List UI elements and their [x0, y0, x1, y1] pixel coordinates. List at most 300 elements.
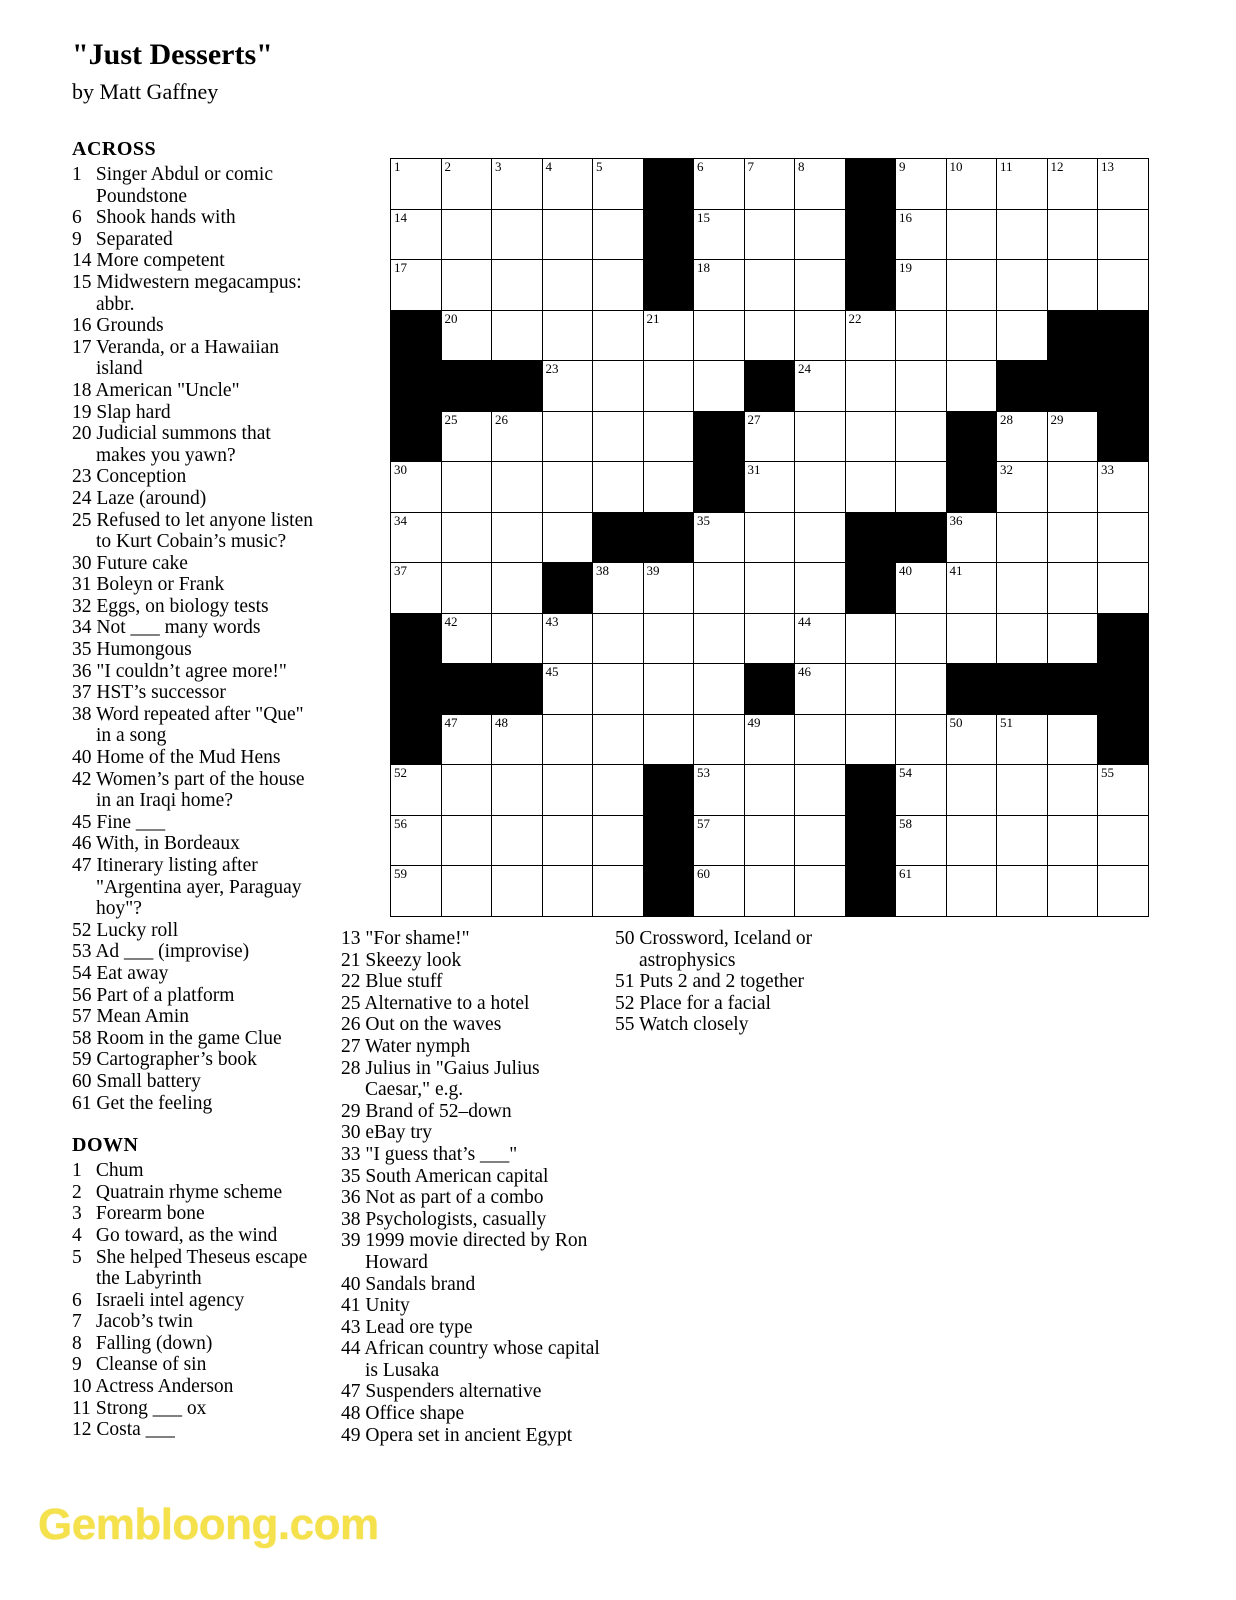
grid-cell[interactable] — [744, 866, 795, 917]
grid-cell[interactable] — [391, 563, 442, 614]
grid-cell[interactable] — [1047, 866, 1098, 917]
grid-cell[interactable] — [441, 563, 492, 614]
grid-cell[interactable] — [795, 462, 846, 513]
grid-cell[interactable] — [1098, 815, 1149, 866]
grid-cell[interactable] — [795, 815, 846, 866]
grid-cell[interactable] — [694, 866, 745, 917]
grid-cell[interactable] — [946, 815, 997, 866]
grid-cell[interactable] — [694, 361, 745, 412]
grid-cell[interactable] — [744, 260, 795, 311]
clue-item — [72, 1376, 322, 1398]
clue-number: 39 — [341, 1230, 361, 1252]
grid-cell[interactable] — [593, 209, 644, 260]
grid-cell[interactable] — [643, 361, 694, 412]
clue-number: 30 — [72, 552, 92, 574]
grid-cell-number: 49 — [747, 714, 761, 730]
grid-cell[interactable] — [391, 260, 442, 311]
grid-cell[interactable] — [744, 613, 795, 664]
clue-text: Slap hard — [96, 401, 171, 423]
grid-cell-number: 20 — [444, 310, 458, 326]
grid-cell[interactable] — [795, 664, 846, 715]
grid-cell[interactable] — [795, 714, 846, 765]
grid-cell[interactable] — [694, 815, 745, 866]
clues-column-right — [615, 928, 865, 1036]
grid-cell[interactable] — [441, 411, 492, 462]
grid-row — [391, 361, 1149, 412]
clue-text: Women’s part of the house in an Iraqi home? — [96, 768, 305, 812]
grid-cell[interactable] — [1047, 411, 1098, 462]
grid-cell[interactable] — [744, 815, 795, 866]
grid-cell[interactable] — [997, 260, 1048, 311]
clue-number: 21 — [341, 949, 361, 971]
grid-cell[interactable] — [694, 664, 745, 715]
clue-text: Watch closely — [639, 1014, 749, 1036]
grid-cell[interactable] — [593, 714, 644, 765]
grid-cell-block — [1098, 310, 1149, 361]
grid-cell[interactable] — [1047, 462, 1098, 513]
grid-cell-number: 60 — [697, 866, 710, 881]
grid-cell[interactable] — [896, 765, 947, 816]
grid-cell[interactable] — [643, 462, 694, 513]
grid-cell-block — [845, 209, 896, 260]
grid-cell[interactable] — [441, 765, 492, 816]
grid-cell-number: 5 — [596, 159, 603, 174]
grid-cell[interactable] — [1047, 159, 1098, 210]
clue-number: 5 — [72, 1246, 82, 1268]
clue-text: Place for a facial — [639, 992, 771, 1014]
grid-cell[interactable] — [896, 411, 947, 462]
clue-item — [72, 1354, 322, 1376]
grid-cell[interactable] — [795, 411, 846, 462]
grid-cell-number: 3 — [495, 159, 502, 174]
grid-cell[interactable] — [744, 563, 795, 614]
clue-text: Falling (down) — [95, 1332, 213, 1354]
grid-cell[interactable] — [593, 361, 644, 412]
grid-cell[interactable] — [997, 714, 1048, 765]
grid-cell[interactable] — [997, 411, 1048, 462]
grid-cell[interactable] — [542, 411, 593, 462]
grid-cell[interactable] — [441, 260, 492, 311]
grid-cell[interactable] — [542, 765, 593, 816]
clue-text: Singer Abdul or comic Poundstone — [95, 164, 273, 207]
grid-cell[interactable] — [845, 411, 896, 462]
clue-number: 10 — [72, 1376, 92, 1398]
down-clue-list-part1 — [72, 1160, 322, 1441]
grid-cell[interactable] — [1098, 260, 1149, 311]
grid-cell[interactable] — [946, 260, 997, 311]
grid-cell[interactable] — [1098, 765, 1149, 816]
grid-cell-block — [946, 411, 997, 462]
crossword-grid-table[interactable] — [390, 158, 1149, 917]
clue-number: 41 — [341, 1295, 361, 1317]
clue-number: 51 — [615, 971, 635, 993]
clue-number: 4 — [72, 1224, 82, 1246]
grid-row — [391, 664, 1149, 715]
grid-cell[interactable] — [593, 159, 644, 210]
clue-text: Actress Anderson — [95, 1376, 234, 1398]
grid-cell[interactable] — [643, 411, 694, 462]
grid-cell[interactable] — [542, 159, 593, 210]
grid-cell[interactable] — [845, 613, 896, 664]
grid-cell-block — [441, 664, 492, 715]
grid-cell-number: 10 — [949, 159, 963, 174]
grid-cell-number: 42 — [444, 613, 458, 629]
grid-cell[interactable] — [542, 462, 593, 513]
grid-cell[interactable] — [744, 159, 795, 210]
grid-cell[interactable] — [492, 563, 543, 614]
grid-cell-block — [391, 613, 442, 664]
clue-item — [72, 1311, 322, 1333]
clue-item — [72, 1160, 322, 1182]
grid-cell[interactable] — [997, 866, 1048, 917]
clue-text: "For shame!" — [365, 928, 470, 949]
grid-cell-block — [643, 512, 694, 563]
clue-number: 58 — [72, 1027, 92, 1049]
grid-cell-number: 16 — [899, 209, 912, 225]
grid-cell[interactable] — [391, 512, 442, 563]
clue-item — [72, 704, 322, 747]
clue-item — [72, 812, 322, 834]
grid-cell[interactable] — [441, 512, 492, 563]
grid-cell[interactable] — [946, 361, 997, 412]
grid-cell[interactable] — [845, 664, 896, 715]
grid-cell[interactable] — [896, 310, 947, 361]
grid-cell[interactable] — [694, 765, 745, 816]
grid-cell[interactable] — [946, 765, 997, 816]
clue-text: African country whose capital is Lusaka — [364, 1338, 600, 1381]
grid-cell-block — [845, 866, 896, 917]
grid-cell[interactable] — [1047, 613, 1098, 664]
grid-cell[interactable] — [997, 512, 1048, 563]
grid-cell-number: 15 — [697, 209, 710, 225]
grid-cell[interactable] — [593, 815, 644, 866]
grid-cell[interactable] — [845, 310, 896, 361]
clue-text: Crossword, Iceland or astrophysics — [639, 928, 813, 971]
clue-text: Go toward, as the wind — [95, 1224, 278, 1246]
grid-cell[interactable] — [744, 512, 795, 563]
clue-number: 36 — [72, 660, 92, 682]
grid-cell-number: 22 — [848, 310, 862, 326]
grid-cell[interactable] — [997, 159, 1048, 210]
grid-cell-number: 52 — [394, 765, 407, 780]
grid-cell[interactable] — [845, 361, 896, 412]
grid-cell[interactable] — [593, 613, 644, 664]
grid-cell[interactable] — [795, 209, 846, 260]
grid-cell[interactable] — [946, 714, 997, 765]
grid-cell[interactable] — [1098, 462, 1149, 513]
grid-cell[interactable] — [643, 310, 694, 361]
grid-cell[interactable] — [744, 411, 795, 462]
grid-cell-number: 28 — [1000, 411, 1013, 427]
grid-cell[interactable] — [492, 411, 543, 462]
grid-cell[interactable] — [1098, 512, 1149, 563]
grid-cell[interactable] — [542, 310, 593, 361]
grid-cell[interactable] — [542, 209, 593, 260]
grid-cell[interactable] — [997, 462, 1048, 513]
clue-text: Forearm bone — [95, 1203, 205, 1225]
grid-cell[interactable] — [441, 159, 492, 210]
clue-item — [72, 639, 322, 661]
grid-cell[interactable] — [441, 815, 492, 866]
grid-cell[interactable] — [845, 462, 896, 513]
grid-cell[interactable] — [593, 260, 644, 311]
clue-number: 15 — [72, 271, 92, 293]
grid-cell[interactable] — [946, 159, 997, 210]
grid-cell[interactable] — [441, 613, 492, 664]
grid-cell[interactable] — [694, 260, 745, 311]
grid-cell[interactable] — [1098, 159, 1149, 210]
grid-cell-block — [492, 361, 543, 412]
grid-cell[interactable] — [391, 866, 442, 917]
clue-text: Future cake — [96, 552, 188, 574]
clue-item — [72, 423, 322, 466]
clue-item — [72, 985, 322, 1007]
clue-text: 1999 movie directed by Ron Howard — [365, 1230, 588, 1273]
clue-number: 24 — [72, 487, 92, 509]
grid-cell[interactable] — [542, 815, 593, 866]
grid-cell-block — [1098, 361, 1149, 412]
grid-cell[interactable] — [795, 613, 846, 664]
grid-cell[interactable] — [492, 159, 543, 210]
grid-cell[interactable] — [896, 209, 947, 260]
grid-cell[interactable] — [896, 613, 947, 664]
grid-cell[interactable] — [694, 613, 745, 664]
grid-cell-number: 51 — [1000, 714, 1013, 730]
grid-cell[interactable] — [795, 159, 846, 210]
grid-cell[interactable] — [795, 361, 846, 412]
grid-cell[interactable] — [593, 765, 644, 816]
grid-cell[interactable] — [694, 512, 745, 563]
clue-number: 49 — [341, 1424, 361, 1446]
grid-cell[interactable] — [1047, 765, 1098, 816]
grid-cell[interactable] — [1098, 209, 1149, 260]
grid-cell[interactable] — [997, 209, 1048, 260]
grid-cell[interactable] — [1047, 209, 1098, 260]
grid-cell[interactable] — [997, 765, 1048, 816]
clue-text: Get the feeling — [96, 1092, 213, 1114]
grid-cell[interactable] — [795, 310, 846, 361]
clue-text: Quatrain rhyme scheme — [95, 1181, 283, 1203]
clue-item — [615, 971, 865, 993]
grid-cell-number: 36 — [949, 512, 963, 528]
grid-cell[interactable] — [946, 310, 997, 361]
grid-cell-block — [643, 866, 694, 917]
grid-cell[interactable] — [694, 310, 745, 361]
grid-cell[interactable] — [1047, 260, 1098, 311]
grid-cell[interactable] — [391, 815, 442, 866]
grid-cell[interactable] — [593, 411, 644, 462]
grid-cell-number: 54 — [899, 765, 912, 780]
grid-cell[interactable] — [492, 512, 543, 563]
grid-cell[interactable] — [441, 714, 492, 765]
clue-text: Not ___ many words — [96, 617, 261, 639]
grid-cell[interactable] — [542, 714, 593, 765]
grid-cell[interactable] — [492, 310, 543, 361]
grid-cell[interactable] — [1047, 563, 1098, 614]
clue-number: 26 — [341, 1014, 361, 1036]
clue-number: 9 — [72, 228, 82, 250]
grid-cell[interactable] — [492, 714, 543, 765]
grid-cell-number: 45 — [545, 664, 559, 679]
grid-cell[interactable] — [694, 563, 745, 614]
page-title: "Just Desserts" — [72, 38, 273, 71]
clue-item — [72, 747, 322, 769]
grid-cell[interactable] — [441, 310, 492, 361]
grid-cell[interactable] — [694, 209, 745, 260]
grid-cell[interactable] — [946, 563, 997, 614]
clue-text: "I guess that’s ___" — [365, 1143, 518, 1165]
grid-cell[interactable] — [744, 209, 795, 260]
grid-row — [391, 209, 1149, 260]
grid-row — [391, 310, 1149, 361]
clue-text: With, in Bordeaux — [96, 833, 240, 855]
grid-cell[interactable] — [795, 563, 846, 614]
grid-cell[interactable] — [795, 512, 846, 563]
clue-text: Mean Amin — [96, 1006, 189, 1028]
grid-cell[interactable] — [391, 462, 442, 513]
grid-cell[interactable] — [795, 866, 846, 917]
grid-cell[interactable] — [896, 866, 947, 917]
clue-text: Grounds — [96, 315, 164, 337]
grid-row — [391, 462, 1149, 513]
grid-cell[interactable] — [946, 613, 997, 664]
grid-cell[interactable] — [997, 310, 1048, 361]
clue-text: Eggs, on biology tests — [96, 595, 269, 617]
clue-item — [341, 1122, 603, 1144]
grid-cell[interactable] — [694, 159, 745, 210]
grid-cell[interactable] — [441, 866, 492, 917]
grid-cell-block — [896, 512, 947, 563]
clue-item — [72, 1093, 322, 1115]
grid-row — [391, 159, 1149, 210]
grid-cell[interactable] — [492, 866, 543, 917]
grid-cell-number: 17 — [394, 260, 407, 275]
clue-item — [341, 1274, 603, 1296]
grid-cell[interactable] — [542, 664, 593, 715]
grid-cell-number: 59 — [394, 866, 407, 881]
grid-cell-number: 41 — [949, 563, 963, 578]
grid-cell[interactable] — [845, 714, 896, 765]
grid-cell[interactable] — [744, 765, 795, 816]
clue-item — [615, 1014, 865, 1036]
grid-cell[interactable] — [896, 815, 947, 866]
grid-cell[interactable] — [593, 462, 644, 513]
grid-cell-number: 50 — [949, 714, 963, 730]
grid-cell[interactable] — [795, 765, 846, 816]
grid-cell-block — [391, 411, 442, 462]
grid-cell[interactable] — [593, 866, 644, 917]
grid-row — [391, 765, 1149, 816]
clue-item — [341, 950, 603, 972]
clue-item — [72, 1182, 322, 1204]
grid-cell[interactable] — [896, 159, 947, 210]
grid-cell[interactable] — [896, 563, 947, 614]
grid-cell[interactable] — [441, 462, 492, 513]
clue-text: Unity — [365, 1295, 410, 1317]
grid-cell[interactable] — [896, 361, 947, 412]
grid-cell-number: 13 — [1101, 159, 1114, 174]
grid-cell[interactable] — [643, 664, 694, 715]
clue-item — [341, 1403, 603, 1425]
grid-cell[interactable] — [744, 714, 795, 765]
clue-text: Out on the waves — [365, 1014, 502, 1036]
grid-cell[interactable] — [542, 512, 593, 563]
grid-cell[interactable] — [593, 310, 644, 361]
grid-cell[interactable] — [441, 209, 492, 260]
grid-cell[interactable] — [997, 815, 1048, 866]
clue-item — [72, 855, 322, 920]
grid-cell[interactable] — [492, 209, 543, 260]
grid-cell[interactable] — [1047, 512, 1098, 563]
grid-cell[interactable] — [492, 260, 543, 311]
grid-cell[interactable] — [492, 765, 543, 816]
grid-cell[interactable] — [542, 361, 593, 412]
grid-cell-number: 61 — [899, 866, 912, 881]
grid-cell[interactable] — [946, 209, 997, 260]
grid-row — [391, 512, 1149, 563]
grid-cell[interactable] — [896, 260, 947, 311]
grid-cell[interactable] — [896, 664, 947, 715]
grid-cell[interactable] — [1047, 714, 1098, 765]
clue-number: 38 — [72, 703, 92, 725]
grid-cell[interactable] — [694, 714, 745, 765]
grid-cell[interactable] — [643, 563, 694, 614]
grid-cell[interactable] — [542, 866, 593, 917]
grid-cell[interactable] — [1098, 866, 1149, 917]
clue-item — [341, 1144, 603, 1166]
clue-item — [72, 402, 322, 424]
clue-number: 9 — [72, 1354, 82, 1376]
grid-cell[interactable] — [946, 866, 997, 917]
grid-cell[interactable] — [795, 260, 846, 311]
grid-cell[interactable] — [492, 462, 543, 513]
grid-cell[interactable] — [593, 664, 644, 715]
clue-item — [341, 1381, 603, 1403]
grid-cell-number: 6 — [697, 159, 704, 174]
clue-number: 1 — [72, 164, 82, 185]
clue-item — [615, 993, 865, 1015]
grid-cell[interactable] — [896, 462, 947, 513]
grid-cell[interactable] — [643, 714, 694, 765]
clue-text: South American capital — [365, 1165, 549, 1187]
grid-cell[interactable] — [744, 462, 795, 513]
grid-cell[interactable] — [391, 765, 442, 816]
clue-text: Brand of 52–down — [365, 1100, 512, 1122]
clue-item — [341, 1209, 603, 1231]
grid-cell[interactable] — [744, 310, 795, 361]
grid-cell-number: 57 — [697, 815, 710, 831]
grid-cell[interactable] — [997, 613, 1048, 664]
clue-text: Room in the game Clue — [96, 1027, 282, 1049]
grid-cell[interactable] — [643, 613, 694, 664]
crossword-grid[interactable] — [390, 158, 1149, 917]
grid-cell-number: 34 — [394, 512, 407, 528]
grid-cell[interactable] — [492, 613, 543, 664]
grid-cell[interactable] — [391, 159, 442, 210]
grid-cell[interactable] — [492, 815, 543, 866]
grid-cell[interactable] — [542, 260, 593, 311]
grid-cell-number: 19 — [899, 260, 912, 275]
grid-cell[interactable] — [1098, 563, 1149, 614]
grid-cell[interactable] — [542, 613, 593, 664]
grid-cell[interactable] — [593, 563, 644, 614]
grid-cell[interactable] — [1047, 815, 1098, 866]
clue-number: 6 — [72, 207, 82, 229]
grid-cell[interactable] — [997, 563, 1048, 614]
grid-cell[interactable] — [391, 209, 442, 260]
grid-cell[interactable] — [946, 512, 997, 563]
grid-cell[interactable] — [896, 714, 947, 765]
